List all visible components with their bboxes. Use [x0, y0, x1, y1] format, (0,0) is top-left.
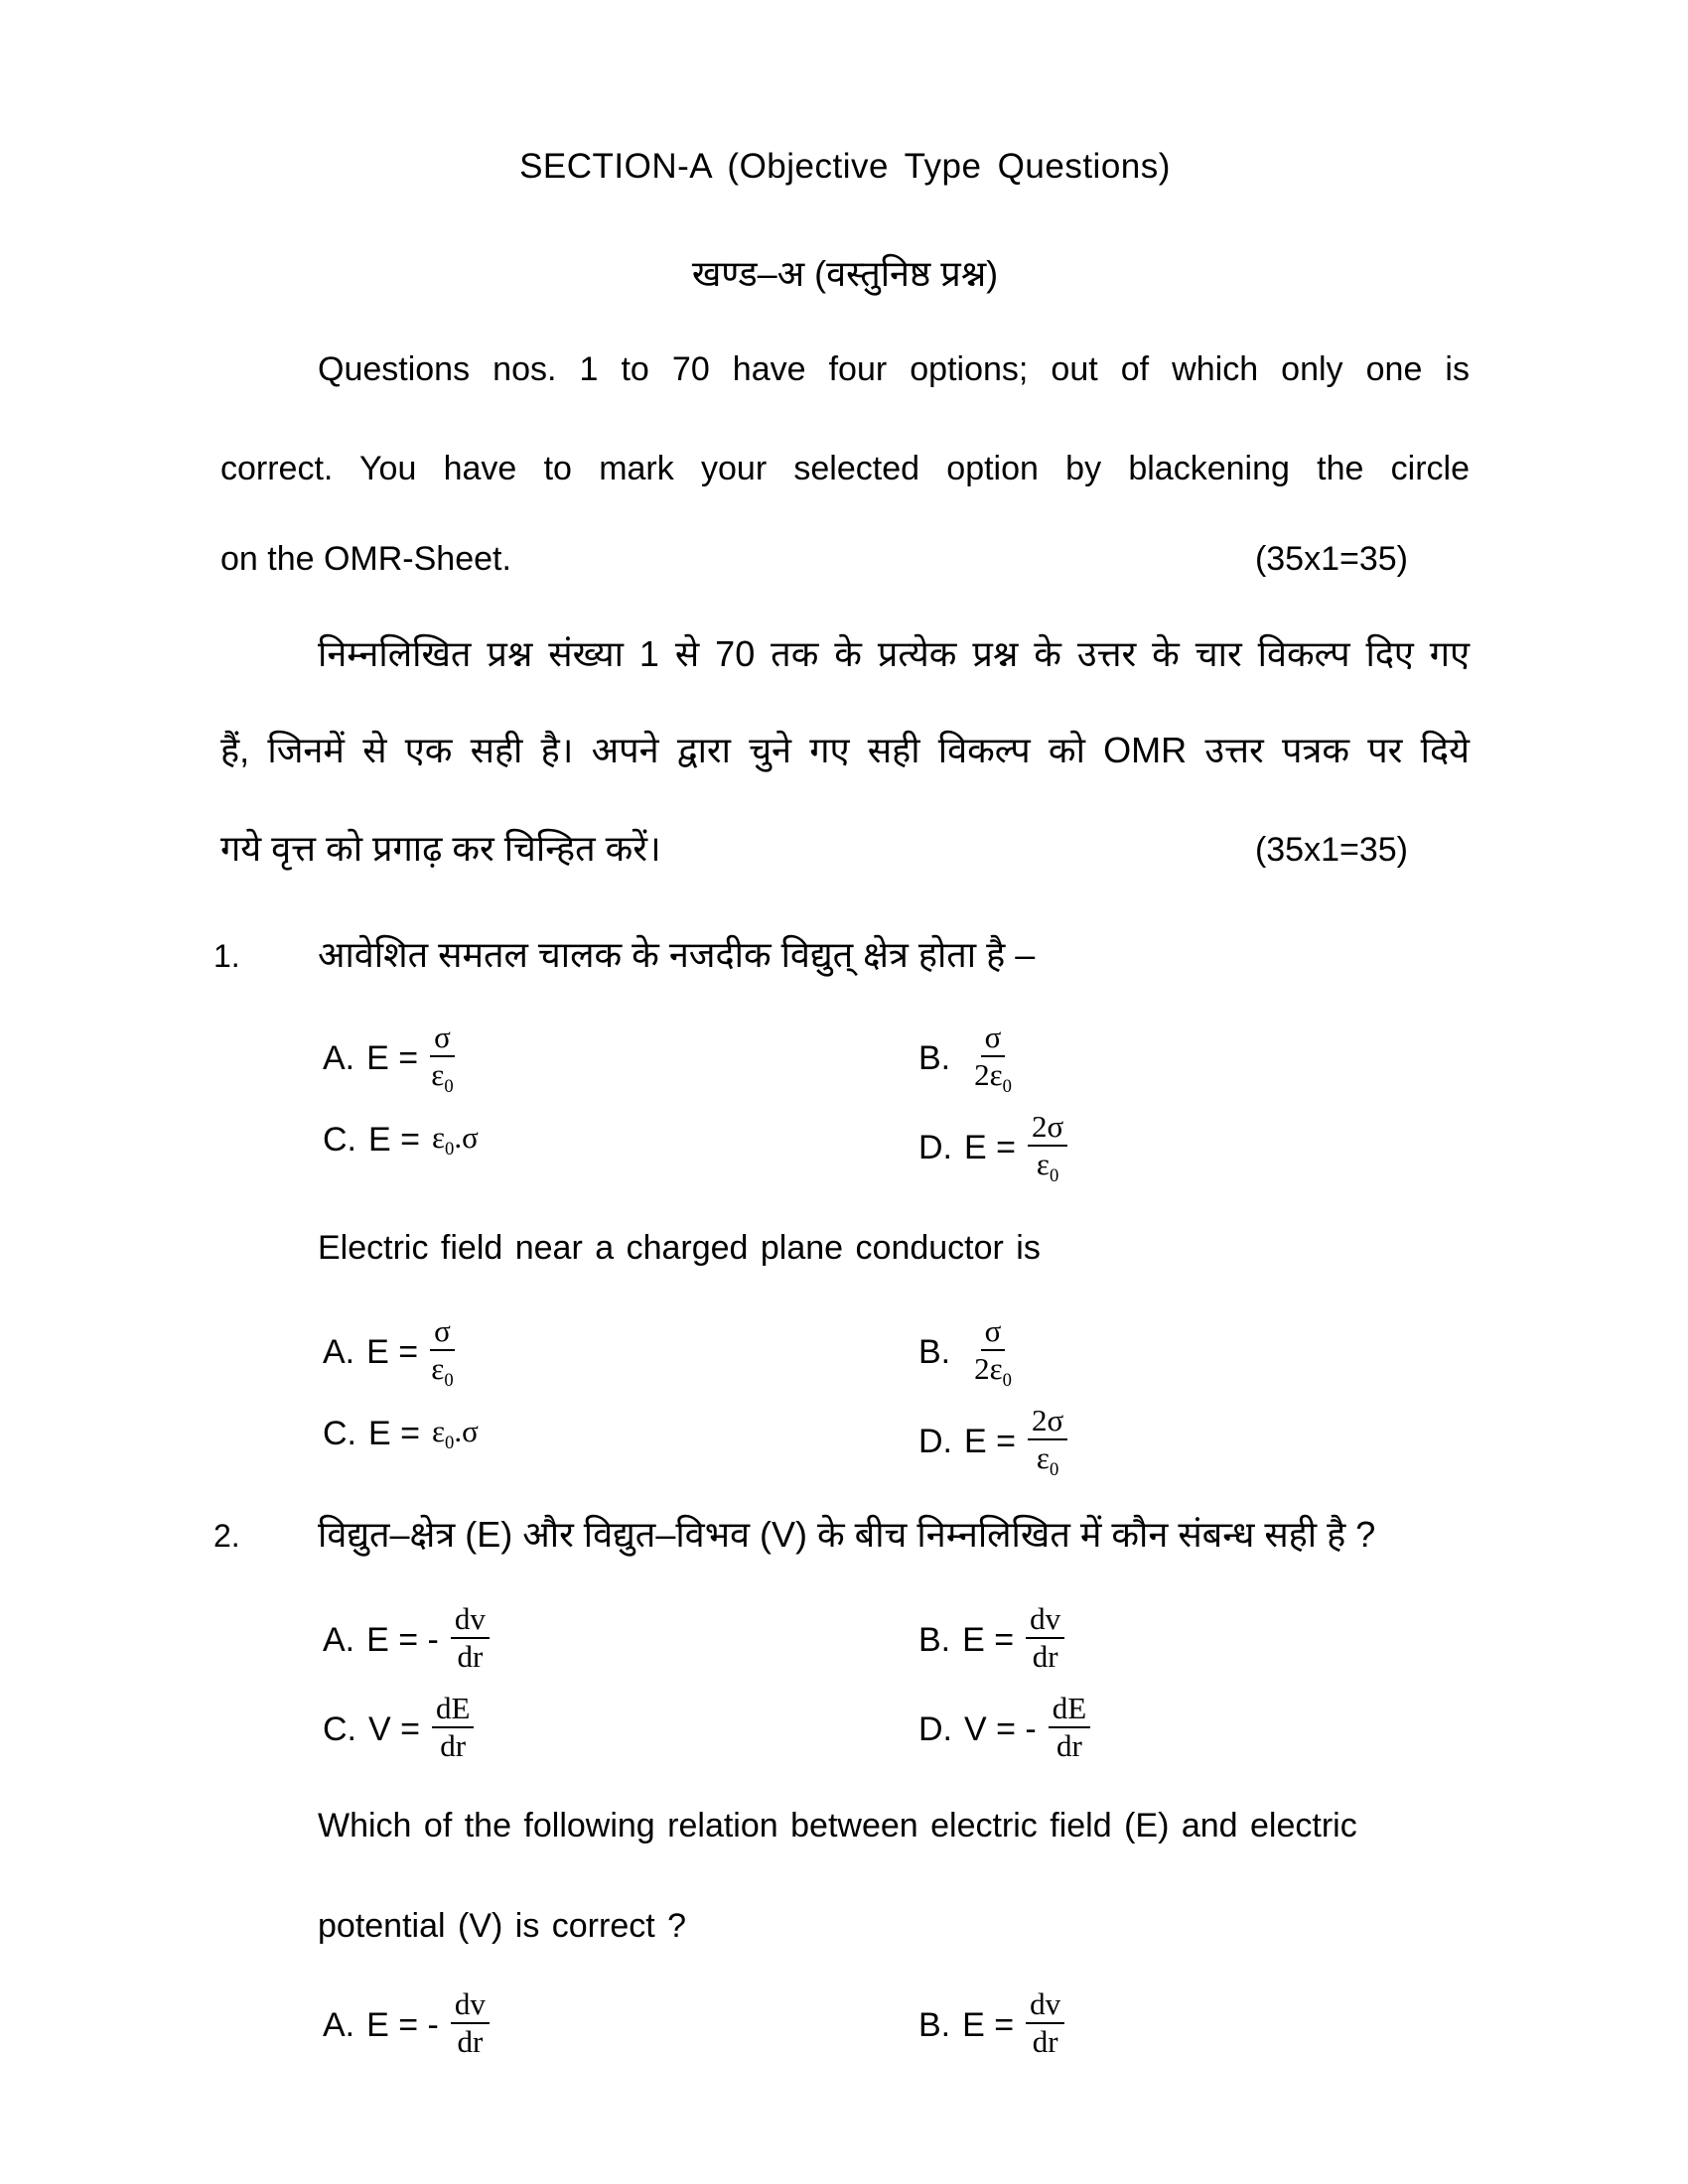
q1-english-option-d: [918, 1404, 1067, 1481]
option-label: A.: [323, 2006, 355, 2045]
option-label: D.: [918, 1710, 952, 1749]
option-prefix: E =: [368, 1415, 420, 1453]
question-1-text-english: Electric field near a charged plane conductor is: [318, 1229, 1041, 1267]
fraction-numerator: dv: [451, 1602, 490, 1639]
fraction-denominator: [457, 1639, 483, 1680]
option-label: B.: [918, 1621, 951, 1660]
fraction-numerator: σ: [430, 1314, 455, 1351]
q1-english-option-c: [323, 1414, 479, 1454]
section-title: SECTION-A (Objective Type Questions): [519, 147, 1171, 186]
denominator-base: dr: [1032, 2023, 1058, 2059]
instructions-english-line3: on the OMR-Sheet.: [220, 540, 511, 578]
formula-base: ε: [431, 1120, 446, 1155]
fraction: [1026, 1602, 1064, 1680]
option-label: C.: [323, 1710, 356, 1749]
option-prefix: E =: [962, 2006, 1015, 2045]
fraction-denominator: [1037, 1440, 1058, 1481]
question-2-text-hindi: विद्युत–क्षेत्र (E) और विद्युत–विभव (V) के बीच निम्नलिखित में कौन संबन्ध सही है ?: [318, 1514, 1376, 1555]
option-prefix: E =: [366, 1333, 419, 1372]
option-prefix: E = -: [366, 1621, 439, 1660]
denominator-base: dr: [457, 2023, 484, 2059]
question-2-text-english-line2: potential (V) is correct ?: [318, 1907, 687, 1945]
option-label: D.: [918, 1423, 952, 1461]
denominator-subscript: 0: [1049, 1458, 1059, 1480]
q2-english-option-b: [918, 1987, 1064, 2065]
question-2-hindi-row: [213, 1509, 1475, 1558]
question-2-text-english-line1: Which of the following relation between electric field (E) and electric: [318, 1807, 1357, 1844]
fraction-denominator: [431, 1057, 453, 1098]
fraction-denominator: [974, 1057, 1012, 1098]
option-label: B.: [918, 1333, 951, 1372]
option-label: C.: [323, 1415, 356, 1453]
denominator-subscript: 0: [1002, 1075, 1012, 1097]
denominator-subscript: 0: [1049, 1164, 1059, 1186]
denominator-base: dr: [1032, 1638, 1058, 1674]
formula-inline: [432, 1120, 479, 1160]
denominator-base: ε: [1036, 1439, 1050, 1475]
fraction-numerator: dv: [451, 1987, 490, 2024]
fraction: [1049, 1692, 1090, 1769]
fraction-numerator: dv: [1026, 1602, 1064, 1639]
question-2-number: 2.: [213, 1518, 240, 1554]
q1-english-option-b: [918, 1314, 1012, 1392]
option-prefix: E =: [964, 1129, 1016, 1167]
instructions-english-line1: Questions nos. 1 to 70 have four options; out of which only one is: [318, 350, 1470, 388]
option-label: D.: [918, 1129, 952, 1167]
fraction-numerator: dE: [432, 1692, 474, 1728]
question-1-number: 1.: [213, 938, 240, 974]
denominator-subscript: 0: [1002, 1369, 1012, 1391]
fraction: [1026, 1987, 1064, 2065]
fraction: [451, 1602, 490, 1680]
q2-option-c: [323, 1692, 474, 1769]
option-prefix: E =: [964, 1423, 1016, 1461]
denominator-base: dr: [1056, 1727, 1082, 1763]
fraction-numerator: 2σ: [1028, 1110, 1067, 1147]
formula-base: ε: [431, 1414, 446, 1448]
marks-english: (35x1=35): [1254, 540, 1408, 578]
instructions-english-line2: correct. You have to mark your selected option by blackening the circle: [220, 450, 1470, 487]
fraction: [430, 1314, 455, 1392]
section-title-hindi: खण्ड–अ (वस्तुनिष्ठ प्रश्न): [691, 253, 999, 294]
fraction: [1028, 1110, 1067, 1187]
option-prefix: E =: [962, 1621, 1015, 1660]
option-label: C.: [323, 1121, 356, 1160]
q1-hindi-option-d: [918, 1110, 1067, 1187]
denominator-base: 2ε: [974, 1350, 1003, 1386]
option-prefix: V = -: [964, 1710, 1037, 1749]
instructions-english-line3-row: [220, 540, 1470, 579]
question-1-text-hindi: आवेशित समतल चालक के नजदीक विद्युत् क्षेत्र होता है –: [318, 934, 1036, 975]
fraction-numerator: σ: [430, 1021, 455, 1057]
q1-hindi-option-b: [918, 1021, 1012, 1098]
denominator-subscript: 0: [444, 1369, 454, 1391]
q2-option-b: [918, 1602, 1064, 1680]
q2-option-d: [918, 1692, 1090, 1769]
fraction-denominator: [974, 1351, 1012, 1392]
fraction-denominator: [1033, 1639, 1058, 1680]
formula-subscript: 0: [445, 1433, 455, 1454]
q1-hindi-option-c: [323, 1120, 479, 1160]
option-label: A.: [323, 1333, 355, 1372]
q1-hindi-option-a: [323, 1021, 455, 1098]
fraction: [451, 1987, 490, 2065]
option-label: B.: [918, 1039, 951, 1078]
formula-post: .σ: [454, 1414, 479, 1448]
denominator-base: ε: [431, 1350, 445, 1386]
fraction-denominator: [1033, 2024, 1058, 2065]
option-prefix: E =: [368, 1121, 420, 1160]
q2-option-a: [323, 1602, 490, 1680]
fraction-numerator: dE: [1049, 1692, 1090, 1728]
denominator-base: ε: [1036, 1146, 1050, 1181]
formula-subscript: 0: [445, 1139, 455, 1160]
option-prefix: E = -: [366, 2006, 439, 2045]
fraction-numerator: σ: [981, 1314, 1006, 1351]
formula-post: .σ: [454, 1120, 479, 1155]
denominator-base: ε: [431, 1056, 445, 1092]
question-1-hindi-row: [213, 929, 1475, 978]
instructions-hindi-line1: निम्नलिखित प्रश्न संख्या 1 से 70 तक के प्रत्येक प्रश्न के उत्तर के चार विकल्प दिए गए: [318, 633, 1470, 674]
option-label: A.: [323, 1621, 355, 1660]
marks-hindi: (35x1=35): [1254, 831, 1408, 869]
fraction: [432, 1692, 474, 1769]
fraction-numerator: σ: [981, 1021, 1006, 1057]
fraction: [1028, 1404, 1067, 1481]
fraction: [974, 1314, 1012, 1392]
denominator-base: dr: [457, 1638, 484, 1674]
q2-english-option-a: [323, 1987, 490, 2065]
fraction: [430, 1021, 455, 1098]
fraction-numerator: 2σ: [1028, 1404, 1067, 1440]
q1-english-option-a: [323, 1314, 455, 1392]
option-prefix: V =: [368, 1710, 420, 1749]
option-label: B.: [918, 2006, 951, 2045]
fraction-denominator: [440, 1728, 466, 1769]
fraction-denominator: [1037, 1147, 1058, 1187]
denominator-base: dr: [440, 1727, 467, 1763]
denominator-base: 2ε: [974, 1056, 1003, 1092]
instructions-hindi-line3: गये वृत्त को प्रगाढ़ कर चिन्हित करें।: [220, 828, 661, 869]
instructions-hindi-line3-row: [220, 823, 1470, 872]
formula-inline: [432, 1414, 479, 1454]
fraction-denominator: [457, 2024, 483, 2065]
fraction-numerator: dv: [1026, 1987, 1064, 2024]
fraction-denominator: [431, 1351, 453, 1392]
denominator-subscript: 0: [444, 1075, 454, 1097]
option-label: A.: [323, 1039, 355, 1078]
fraction: [974, 1021, 1012, 1098]
instructions-hindi-line2: हैं, जिनमें से एक सही है। अपने द्वारा चुने गए सही विकल्प को OMR उत्तर पत्रक पर दिये: [220, 730, 1470, 770]
option-prefix: E =: [366, 1039, 419, 1078]
fraction-denominator: [1056, 1728, 1082, 1769]
